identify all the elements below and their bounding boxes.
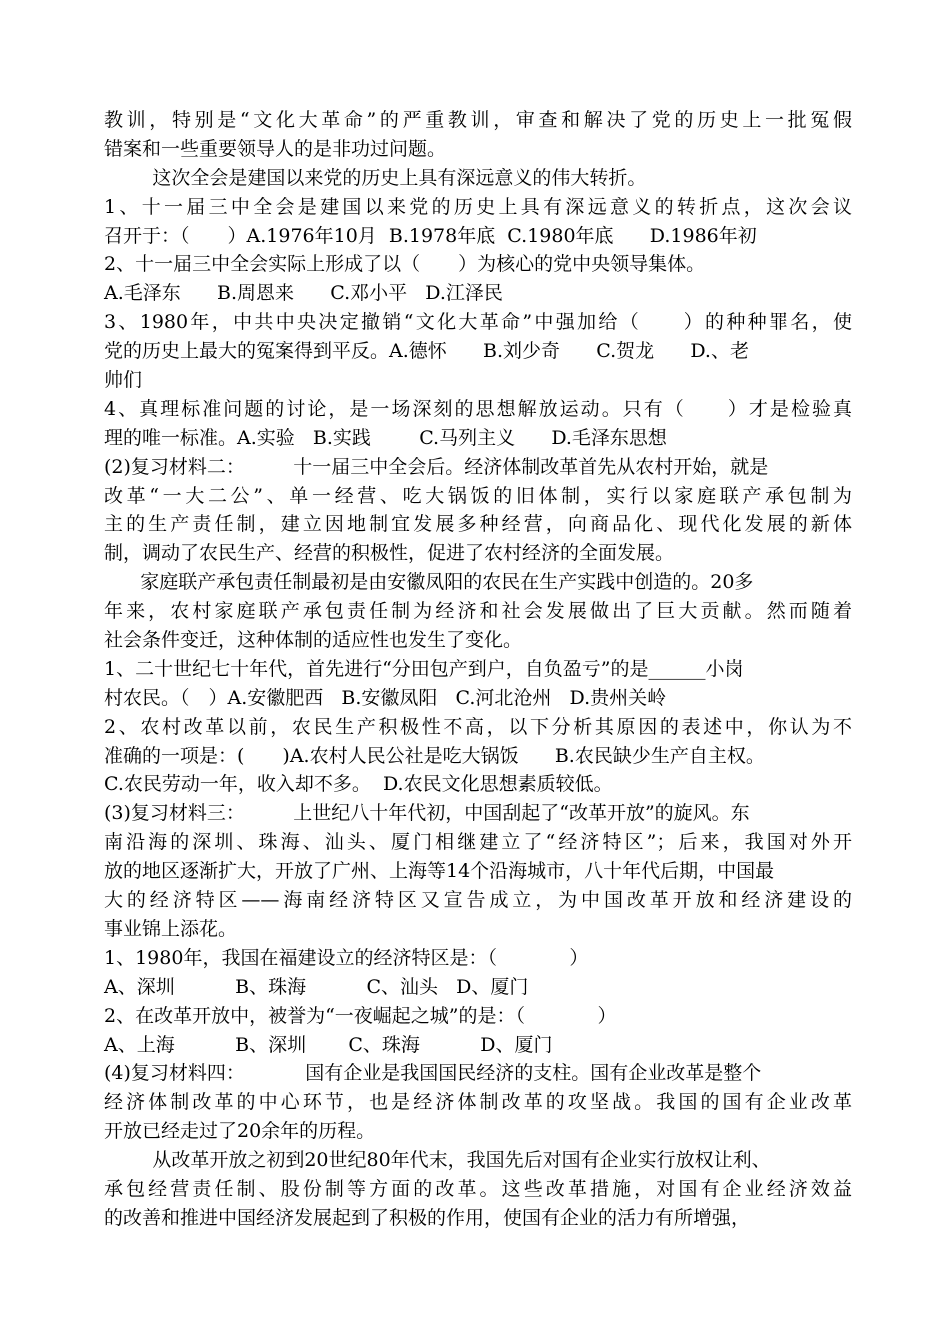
question-line: C.农民劳动一年，收入却不多。 D.农民文化思想素质较低。 [104, 773, 613, 796]
text-line: (3)复习材料三： 上世纪八十年代初，中国刮起了“改革开放”的旋风。东 [104, 802, 750, 825]
text-line: 事业锦上添花。 [104, 917, 238, 940]
text-line: 经济体制改革的中心环节，也是经济体制改革的攻坚战。我国的国有企业改革 [104, 1091, 852, 1114]
text-line: 家庭联产承包责任制最初是由安徽凤阳的农民在生产实践中创造的。20多 [104, 571, 754, 594]
question-line: 党的历史上最大的冤案得到平反。A.德怀 B.刘少奇 C.贺龙 D.、老 [104, 340, 749, 363]
text-line: 社会条件变迁，这种体制的适应性也发生了变化。 [104, 629, 523, 652]
text-line: 从改革开放之初到20世纪80年代末，我国先后对国有企业实行放权让利、 [104, 1149, 771, 1172]
text-line: 教训，特别是“文化大革命”的严重教训，审查和解决了党的历史上一批冤假 [104, 109, 852, 131]
question-line: 帅们 [104, 369, 143, 392]
question-line: 3、1980年，中共中央决定撤销“文化大革命”中强加给（ ）的种种罪名，使 [104, 311, 852, 334]
question-line: 2、在改革开放中，被誉为“一夜崛起之城”的是：（ ） [104, 1004, 617, 1027]
text-line: 大的经济特区——海南经济特区又宣告成立，为中国改革开放和经济建设的 [104, 889, 852, 912]
text-line: 改革“一大二公”、单一经营、吃大锅饭的旧体制，实行以家庭联产承包制为 [104, 484, 852, 507]
text-line: 开放已经走过了20余年的历程。 [104, 1120, 376, 1143]
question-line: 准确的一项是：( )A.农村人民公社是吃大锅饭 B.农民缺少生产自主权。 [104, 744, 765, 767]
question-line: 村农民。（ ）A.安徽肥西 B.安徽凤阳 C.河北沧州 D.贵州关岭 [104, 686, 667, 709]
text-line: 的改善和推进中国经济发展起到了积极的作用，使国有企业的活力有所增强， [104, 1206, 751, 1229]
text-line: 错案和一些重要领导人的是非功过问题。 [104, 137, 447, 160]
text-line: 承包经营责任制、股份制等方面的改革。这些改革措施，对国有企业经济效益 [104, 1177, 852, 1200]
question-line: 4、真理标准问题的讨论，是一场深刻的思想解放运动。只有（ ）才是检验真 [104, 397, 852, 420]
text-line: 制，调动了农民生产、经营的积极性，促进了农村经济的全面发展。 [104, 542, 675, 565]
question-line: 2、十一届三中全会实际上形成了以（ ）为核心的党中央领导集体。 [104, 253, 706, 276]
question-line: 1、二十世纪七十年代，首先进行“分田包产到户，自负盈亏”的是______小岗 [104, 657, 744, 680]
question-line: 1、十一届三中全会是建国以来党的历史上具有深远意义的转折点，这次会议 [104, 195, 852, 218]
text-line: 主的生产责任制，建立因地制宜发展多种经营，向商品化、现代化发展的新体 [104, 513, 852, 536]
text-line: (2)复习材料二： 十一届三中全会后。经济体制改革首先从农村开始，就是 [104, 455, 769, 478]
text-line: 年来，农村家庭联产承包责任制为经济和社会发展做出了巨大贡献。然而随着 [104, 600, 852, 623]
text-line: 这次全会是建国以来党的历史上具有深远意义的伟大转折。 [104, 166, 647, 189]
text-line: 南沿海的深圳、珠海、汕头、厦门相继建立了“经济特区”；后来，我国对外开 [104, 831, 852, 854]
question-line: A.毛泽东 B.周恩来 C.邓小平 D.江泽民 [104, 282, 503, 305]
question-line: A、上海 B、深圳 C、珠海 D、厦门 [104, 1033, 553, 1056]
question-line: 2、农村改革以前，农民生产积极性不高，以下分析其原因的表述中，你认为不 [104, 715, 852, 738]
document-page [104, 106, 852, 1233]
text-line: (4)复习材料四： 国有企业是我国国民经济的支柱。国有企业改革是整个 [104, 1062, 762, 1085]
text-line: 放的地区逐渐扩大，开放了广州、上海等14个沿海城市，八十年代后期，中国最 [104, 860, 775, 883]
question-line: 1、1980年，我国在福建设立的经济特区是：（ ） [104, 946, 589, 969]
question-line: 召开于：（ ）A.1976年10月 B.1978年底 C.1980年底 D.1986年初 [104, 224, 757, 247]
question-line: A、深圳 B、珠海 C、汕头 D、厦门 [104, 975, 529, 998]
question-line: 理的唯一标准。A.实验 B.实践 C.马列主义 D.毛泽东思想 [104, 426, 667, 449]
